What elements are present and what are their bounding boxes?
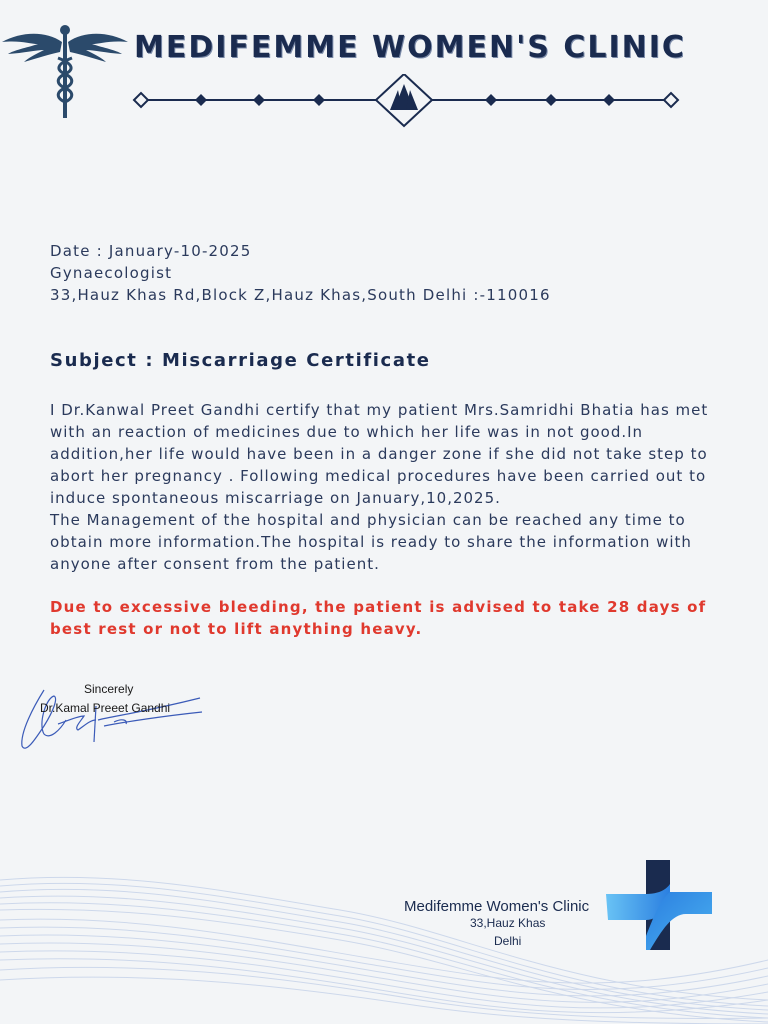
clinic-title: MEDIFEMME WOMEN'S CLINIC (134, 30, 686, 65)
caduceus-icon (0, 20, 130, 120)
footer-clinic-name: Medifemme Women's Clinic (404, 898, 590, 915)
ornamental-divider (132, 74, 680, 128)
medical-cross-icon (606, 860, 714, 952)
role-line: Gynaecologist (50, 264, 173, 282)
signer-name: Dr.Kamal Preeet Gandhi (40, 701, 171, 715)
warning-note: Due to excessive bleeding, the patient is advised to take 28 days of best rest or not to lift anything heavy. (50, 598, 707, 638)
sincerely-closing: Sincerely (84, 682, 134, 696)
info-block (50, 240, 551, 306)
subject-heading: Subject : Miscarriage Certificate (50, 350, 431, 371)
date-line: Date : January-10-2025 (50, 242, 252, 260)
body-paragraph-1: I Dr.Kanwal Preet Gandhi certify that my patient Mrs.Samridhi Bhatia has met with an reaction of medicines due to which her life was in not good.In addition,her life would have been in a danger zone if she did not take step to abort her pregnancy . Following medical procedures have been carried out to induce spontaneous miscarriage on January,10,2025. (50, 401, 709, 507)
body-text (50, 399, 730, 575)
footer-address-line-2: Delhi (494, 934, 522, 948)
footer-address-line-1: 33,Hauz Khas (470, 916, 546, 930)
body-paragraph-2: The Management of the hospital and physician can be reached any time to obtain more information.The hospital is ready to share the information with anyone after consent from the patient. (50, 511, 692, 573)
address-line: 33,Hauz Khas Rd,Block Z,Hauz Khas,South Delhi :-110016 (50, 286, 551, 304)
